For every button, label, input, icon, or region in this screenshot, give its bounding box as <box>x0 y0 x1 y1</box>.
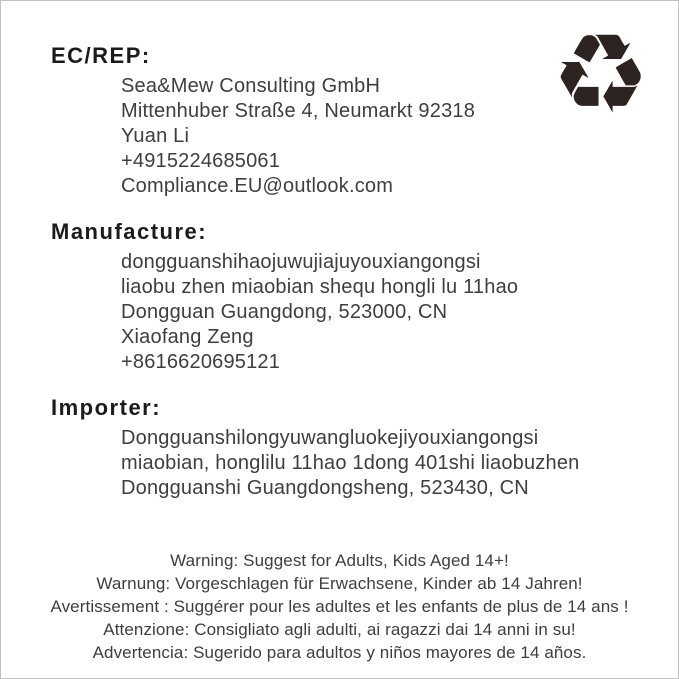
warning-line-de: Warnung: Vorgeschlagen für Erwachsene, Kinder ab 14 Jahren! <box>96 574 583 593</box>
manufacture-heading: Manufacture: <box>51 219 208 244</box>
recycle-icon: ♻ <box>551 10 650 138</box>
importer-street: miaobian, honglilu 11hao 1dong 401shi liaobuzhen <box>121 452 580 474</box>
warning-line-fr: Avertissement : Suggérer pour les adultes et les enfants de plus de 14 ans ! <box>50 597 629 616</box>
warning-line-en: Warning: Suggest for Adults, Kids Aged 14+! <box>170 551 509 570</box>
manufacture-lines <box>121 250 678 375</box>
ec-rep-phone: +4915224685061 <box>121 150 281 172</box>
ec-rep-email: Compliance.EU@outlook.com <box>121 175 394 197</box>
warning-line-es: Advertencia: Sugerido para adultos y niños mayores de 14 años. <box>92 643 587 662</box>
ec-rep-contact-name: Yuan Li <box>121 125 190 147</box>
importer-city: Dongguanshi Guangdongsheng, 523430, CN <box>121 477 529 499</box>
importer-lines <box>121 426 678 501</box>
section-importer <box>1 395 678 501</box>
ec-rep-company: Sea&Mew Consulting GmbH <box>121 75 381 97</box>
manufacture-street: liaobu zhen miaobian shequ hongli lu 11hao <box>121 276 519 298</box>
manufacture-city: Dongguan Guangdong, 523000, CN <box>121 301 448 323</box>
warning-line-it: Attenzione: Consigliato agli adulti, ai ragazzi dai 14 anni in su! <box>103 620 576 639</box>
section-manufacture <box>1 219 678 375</box>
warning-block <box>1 549 678 664</box>
ec-rep-address: Mittenhuber Straße 4, Neumarkt 92318 <box>121 100 476 122</box>
manufacture-contact-name: Xiaofang Zeng <box>121 326 254 348</box>
importer-company: Dongguanshilongyuwangluokejiyouxiangongsi <box>121 427 539 449</box>
ec-rep-heading: EC/REP: <box>51 43 151 68</box>
manufacture-company: dongguanshihaojuwujiajuyouxiangongsi <box>121 251 481 273</box>
manufacture-phone: +8616620695121 <box>121 351 281 373</box>
importer-heading: Importer: <box>51 395 162 420</box>
